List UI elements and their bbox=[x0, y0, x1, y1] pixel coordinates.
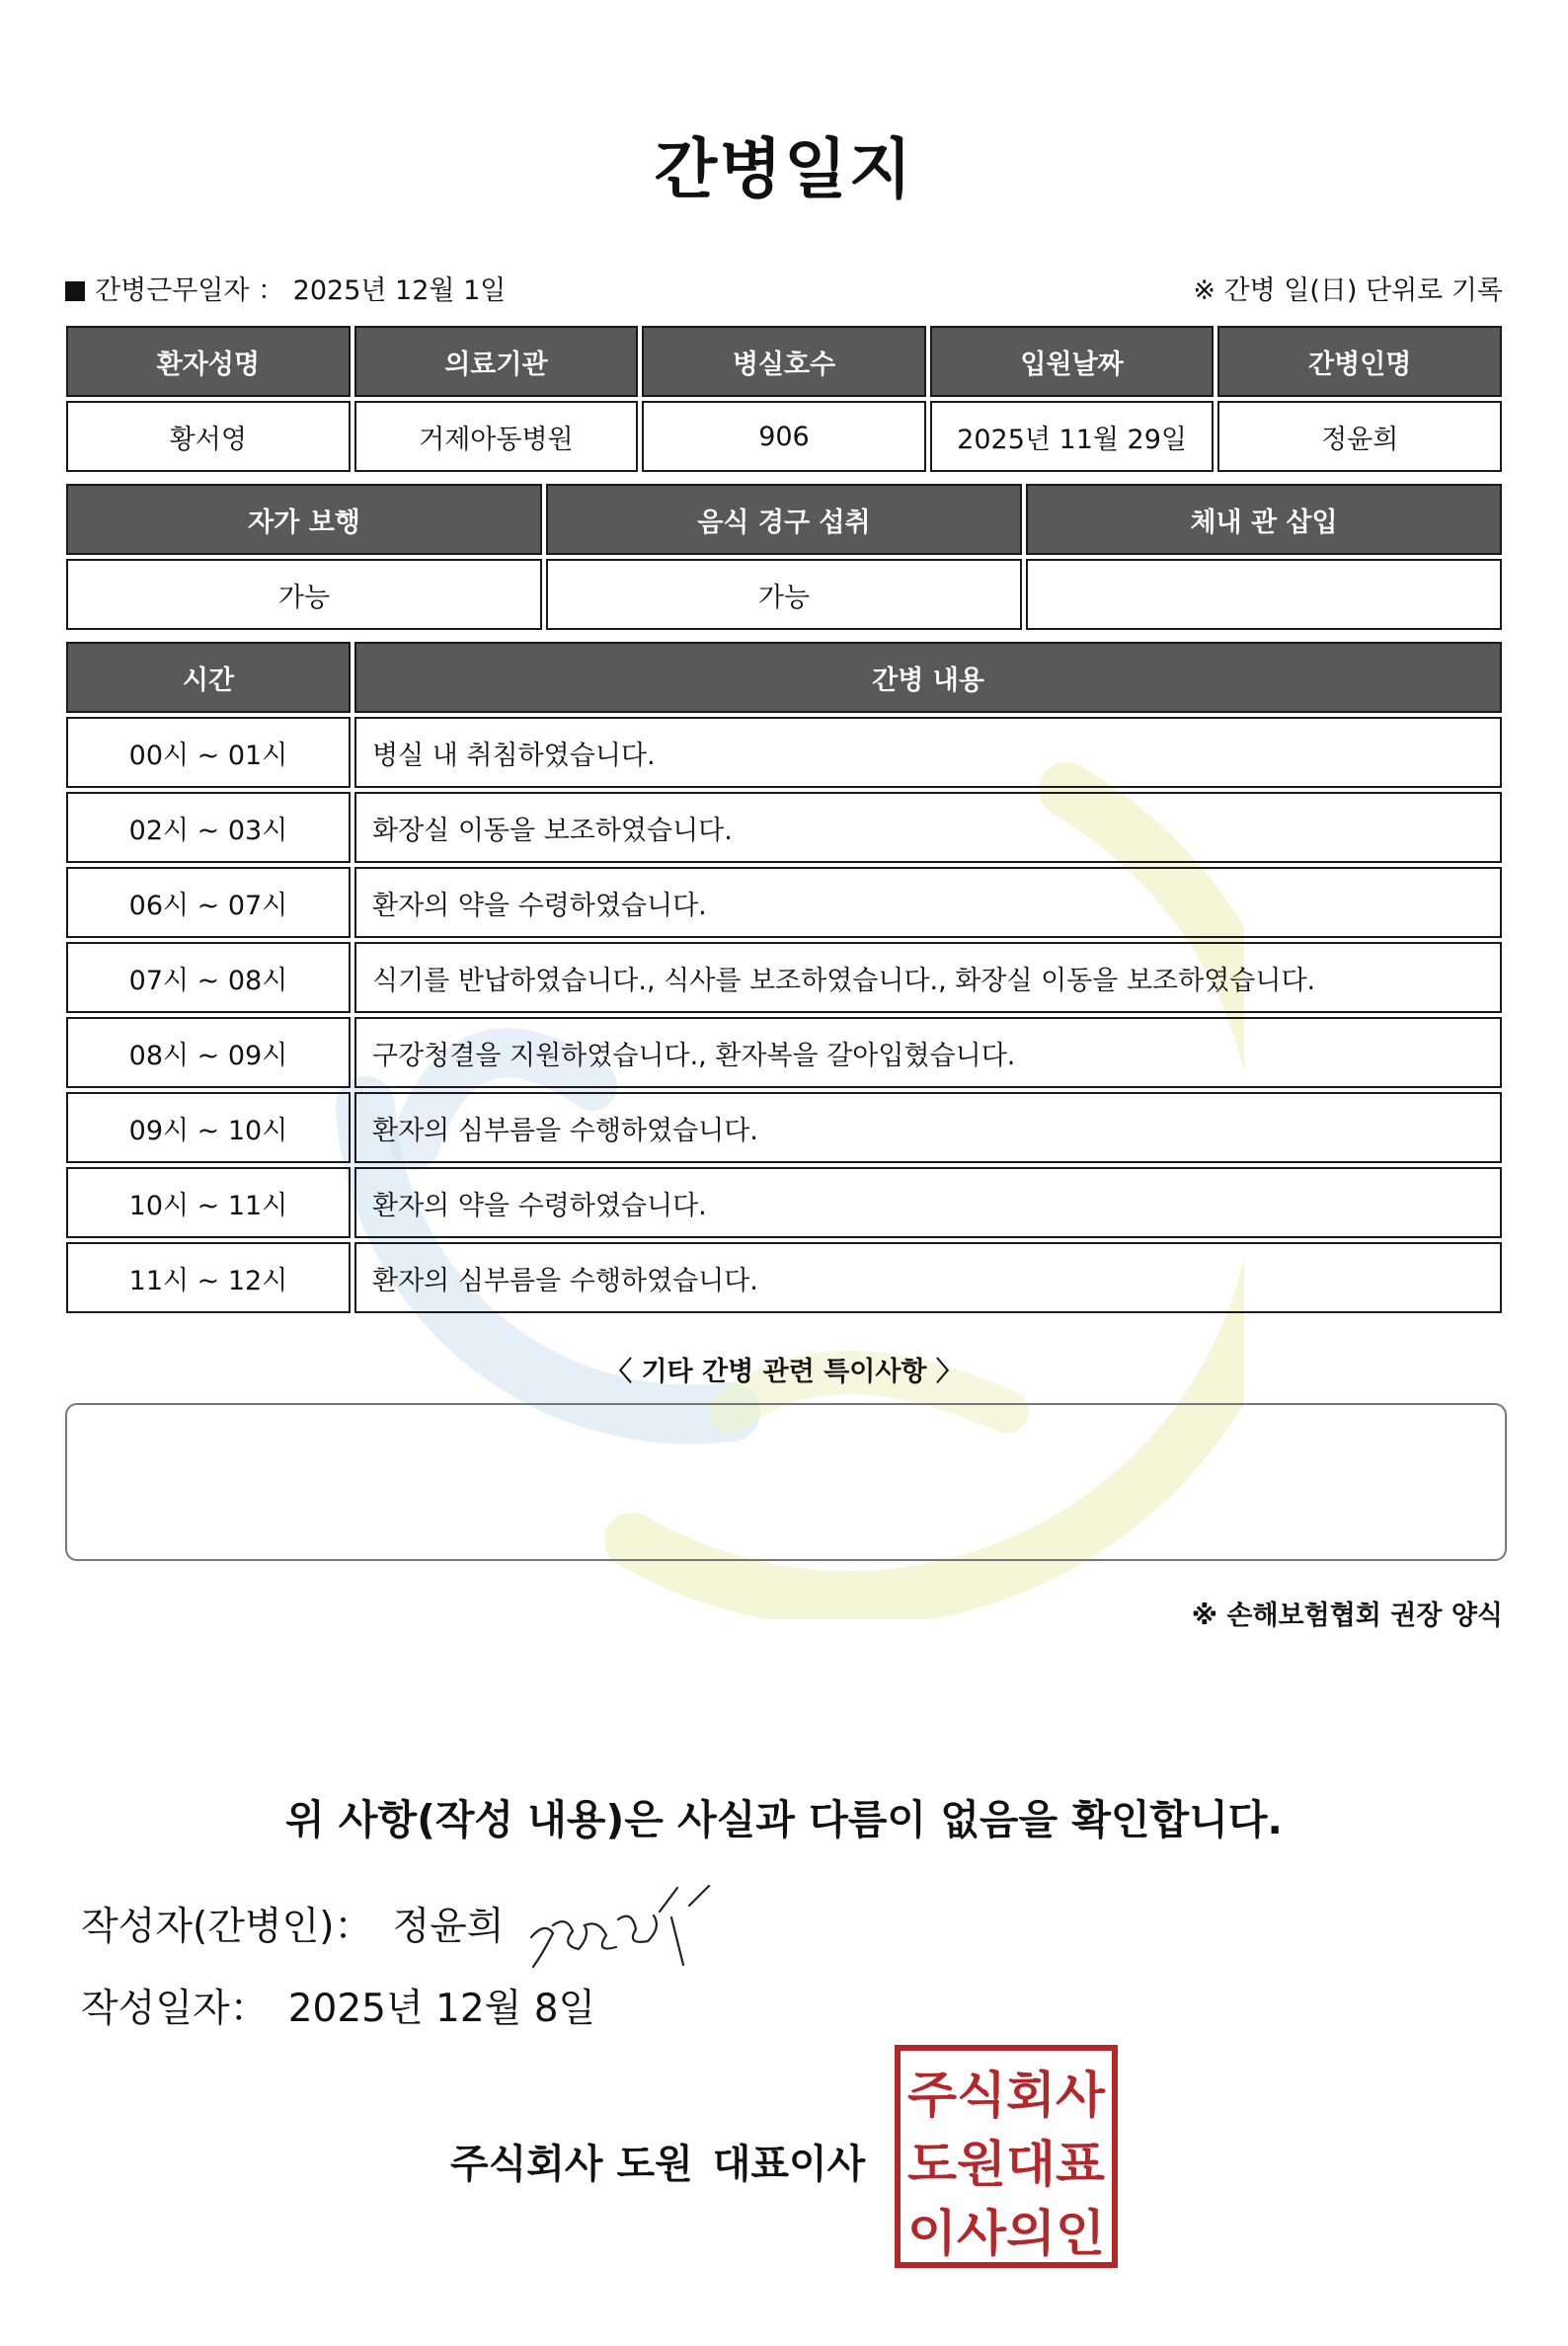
header-patient-name: 환자성명 bbox=[66, 326, 351, 397]
log-time: 02시 ~ 03시 bbox=[66, 792, 351, 863]
header-oral-intake: 음식 경구 섭취 bbox=[546, 484, 1022, 555]
log-content: 병실 내 취침하였습니다. bbox=[354, 717, 1502, 788]
work-date-label: 간병근무일자 ： bbox=[95, 275, 285, 306]
remarks-title: 〈 기타 간병 관련 특이사항 〉 bbox=[605, 1357, 963, 1387]
table-row bbox=[66, 1242, 1502, 1313]
log-time: 07시 ~ 08시 bbox=[66, 942, 351, 1013]
caregiver-name: 정윤희 bbox=[1217, 401, 1502, 472]
confirmation-statement: 위 사항(작성 내용)은 사실과 다름이 없음을 확인합니다. bbox=[284, 1796, 1284, 1843]
header-care-content: 간병 내용 bbox=[354, 642, 1502, 713]
log-content: 환자의 약을 수령하였습니다. bbox=[354, 1167, 1502, 1238]
header-admission-date: 입원날짜 bbox=[930, 326, 1215, 397]
company-seal-stamp bbox=[895, 2045, 1118, 2268]
self-walking-value: 가능 bbox=[66, 559, 542, 630]
document-title: 간병일지 bbox=[654, 131, 914, 207]
patient-status-table bbox=[62, 480, 1506, 634]
svg-text:이사의인: 이사의인 bbox=[907, 2205, 1105, 2262]
writer-name: 정윤희 bbox=[392, 1905, 505, 1949]
svg-text:도원대표: 도원대표 bbox=[907, 2136, 1106, 2193]
admission-date: 2025년 11월 29일 bbox=[930, 401, 1215, 472]
log-time: 10시 ~ 11시 bbox=[66, 1167, 351, 1238]
care-log-table bbox=[62, 638, 1506, 1317]
written-date-line bbox=[81, 1978, 595, 2033]
patient-name: 황서영 bbox=[66, 401, 351, 472]
log-time: 09시 ~ 10시 bbox=[66, 1092, 351, 1163]
log-content: 화장실 이동을 보조하였습니다. bbox=[354, 792, 1502, 863]
log-content: 환자의 심부름을 수행하였습니다. bbox=[354, 1092, 1502, 1163]
table-row bbox=[66, 1092, 1502, 1163]
work-date-line bbox=[65, 269, 506, 307]
table-row bbox=[66, 717, 1502, 788]
oral-intake-value: 가능 bbox=[546, 559, 1022, 630]
work-date-value: 2025년 12월 1일 bbox=[292, 275, 507, 306]
hospital-name: 거제아동병원 bbox=[354, 401, 639, 472]
recommend-note: ※ 손해보험협회 권장 양식 bbox=[1191, 1601, 1503, 1631]
header-self-walking: 자가 보행 bbox=[66, 484, 542, 555]
log-time: 11시 ~ 12시 bbox=[66, 1242, 351, 1313]
company-signature-line bbox=[450, 2133, 865, 2189]
writer-label: 작성자(간병인)： bbox=[81, 1905, 373, 1949]
table-row bbox=[66, 867, 1502, 938]
table-row bbox=[66, 942, 1502, 1013]
header-room-number: 병실호수 bbox=[642, 326, 926, 397]
company-title: 대표이사 bbox=[712, 2142, 866, 2187]
header-tube-insertion: 체내 관 삽입 bbox=[1026, 484, 1502, 555]
log-time: 00시 ~ 01시 bbox=[66, 717, 351, 788]
square-bullet-icon bbox=[65, 281, 85, 301]
table-row bbox=[66, 1017, 1502, 1088]
tube-insertion-value bbox=[1026, 559, 1502, 630]
record-note: ※ 간병 일(日) 단위로 기록 bbox=[1193, 275, 1503, 306]
log-time: 08시 ~ 09시 bbox=[66, 1017, 351, 1088]
writer-line bbox=[81, 1896, 505, 1951]
patient-info-table bbox=[62, 322, 1506, 476]
log-content: 환자의 약을 수령하였습니다. bbox=[354, 867, 1502, 938]
remarks-box bbox=[65, 1403, 1507, 1561]
written-date-value: 2025년 12월 8일 bbox=[287, 1987, 596, 2031]
header-time: 시간 bbox=[66, 642, 351, 713]
written-date-label: 작성일자： bbox=[81, 1987, 269, 2031]
table-row bbox=[66, 1167, 1502, 1238]
log-content: 환자의 심부름을 수행하였습니다. bbox=[354, 1242, 1502, 1313]
company-name: 주식회사 도원 bbox=[450, 2142, 693, 2187]
header-hospital: 의료기관 bbox=[354, 326, 639, 397]
room-number: 906 bbox=[642, 401, 926, 472]
log-content: 식기를 반납하였습니다., 식사를 보조하였습니다., 화장실 이동을 보조하였습니다. bbox=[354, 942, 1502, 1013]
log-time: 06시 ~ 07시 bbox=[66, 867, 351, 938]
handwritten-signature bbox=[523, 1876, 721, 1985]
log-content: 구강청결을 지원하였습니다., 환자복을 갈아입혔습니다. bbox=[354, 1017, 1502, 1088]
table-row bbox=[66, 792, 1502, 863]
header-caregiver-name: 간병인명 bbox=[1217, 326, 1502, 397]
svg-text:주식회사: 주식회사 bbox=[907, 2067, 1106, 2124]
